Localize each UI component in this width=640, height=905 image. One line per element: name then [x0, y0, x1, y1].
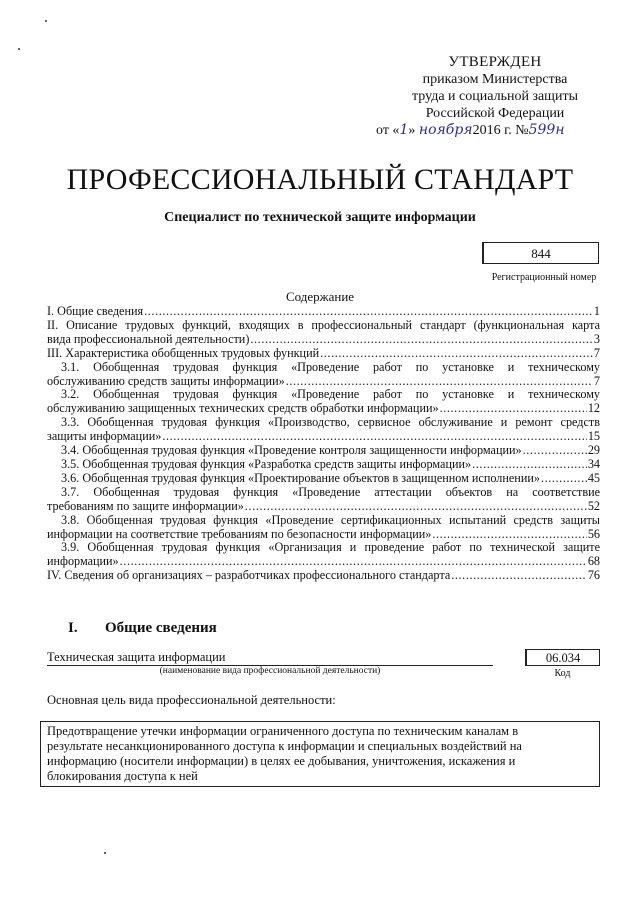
approval-line: приказом Министерства: [422, 72, 568, 87]
approval-line: труда и социальной защиты: [412, 89, 578, 104]
goal-line: информацию (носители информации) в целях ее добывания, уничтожения, искажения и: [47, 754, 516, 768]
approval-block: [370, 54, 620, 139]
section-number: I.: [68, 620, 78, 636]
activity-code-caption: Код: [554, 668, 571, 679]
toc-entry[interactable]: 3.2. Обобщенная трудовая функция «Проведение работ по установке и техническому обслуживанию защищенных технических средств обработки информации» ..... 12: [47, 388, 600, 416]
toc-entry[interactable]: 3.9. Обобщенная трудовая функция «Организация и проведение работ по технической защите информации» ..... 68: [47, 541, 600, 569]
toc-entry[interactable]: 3.1. Обобщенная трудовая функция «Проведение работ по установке и техническому обслуживанию средств защиты информации» ..... 7: [47, 361, 600, 389]
toc-entry[interactable]: 3.7. Обобщенная трудовая функция «Проведение аттестации объектов на соответствие требованиям по защите информации» ..... 52: [47, 486, 600, 514]
toc-entry[interactable]: 3.8. Обобщенная трудовая функция «Проведение сертификационных испытаний средств защиты информации на соответствие требованиям по безопасности информации» ..... 56: [47, 514, 600, 542]
goal-label: Основная цель вида профессиональной деятельности:: [47, 693, 336, 707]
handwritten-day: 1: [399, 122, 409, 138]
toc-entry[interactable]: 3.3. Обобщенная трудовая функция «Производство, сервисное обслуживание и ремонт средств защиты информации» ..... 15: [47, 416, 600, 444]
goal-line: Предотвращение утечки информации ограниченного доступа по техническим каналам в: [47, 724, 519, 738]
section-title: Общие сведения: [105, 620, 217, 636]
registration-number-box: 844: [482, 242, 599, 264]
document-subtitle: Специалист по технической защите информации: [164, 210, 476, 225]
handwritten-number: 599н: [528, 122, 565, 138]
toc-entry[interactable]: IV. Сведения об организациях – разработчиках профессионального стандарта ..... 76: [47, 569, 600, 583]
registration-number-label: Регистрационный номер: [491, 272, 597, 283]
approval-line: Российской Федерации: [425, 106, 565, 121]
activity-code-box: 06.034: [525, 649, 600, 666]
document-title: ПРОФЕССИОНАЛЬНЫЙ СТАНДАРТ: [66, 163, 574, 196]
toc-entry[interactable]: III. Характеристика обобщенных трудовых функций ..... 7: [47, 347, 600, 361]
goal-box: [40, 721, 600, 787]
activity-name-caption: (наименование вида профессиональной деятельности): [159, 666, 381, 676]
activity-name-field: Техническая защита информации: [47, 650, 493, 666]
table-of-contents: [47, 305, 600, 583]
scan-speck: [45, 20, 47, 22]
section-heading: [68, 620, 217, 637]
toc-entry[interactable]: I. Общие сведения ..... 1: [47, 305, 600, 319]
goal-line: блокирования доступа к ней: [47, 769, 198, 783]
toc-entry[interactable]: II. Описание трудовых функций, входящих в профессиональный стандарт (функциональная карта вида профессиональной деятельности) ..... 3: [47, 319, 600, 347]
handwritten-month: ноября: [418, 122, 473, 138]
approval-heading: УТВЕРЖДЕН: [448, 54, 542, 70]
scan-speck: [18, 48, 20, 50]
scan-speck: [104, 852, 106, 854]
approval-date: от «1» ноября2016 г. №599н: [376, 122, 565, 138]
toc-entry[interactable]: 3.4. Обобщенная трудовая функция «Проведение контроля защищенности информации» ..... 29: [47, 444, 600, 458]
toc-entry[interactable]: 3.6. Обобщенная трудовая функция «Проектирование объектов в защищенном исполнении» ..... 45: [47, 472, 600, 486]
toc-entry[interactable]: 3.5. Обобщенная трудовая функция «Разработка средств защиты информации» ..... 34: [47, 458, 600, 472]
goal-line: результате несанкционированного доступа к информации и специальных воздействий на: [47, 739, 522, 753]
toc-title: Содержание: [285, 289, 355, 304]
